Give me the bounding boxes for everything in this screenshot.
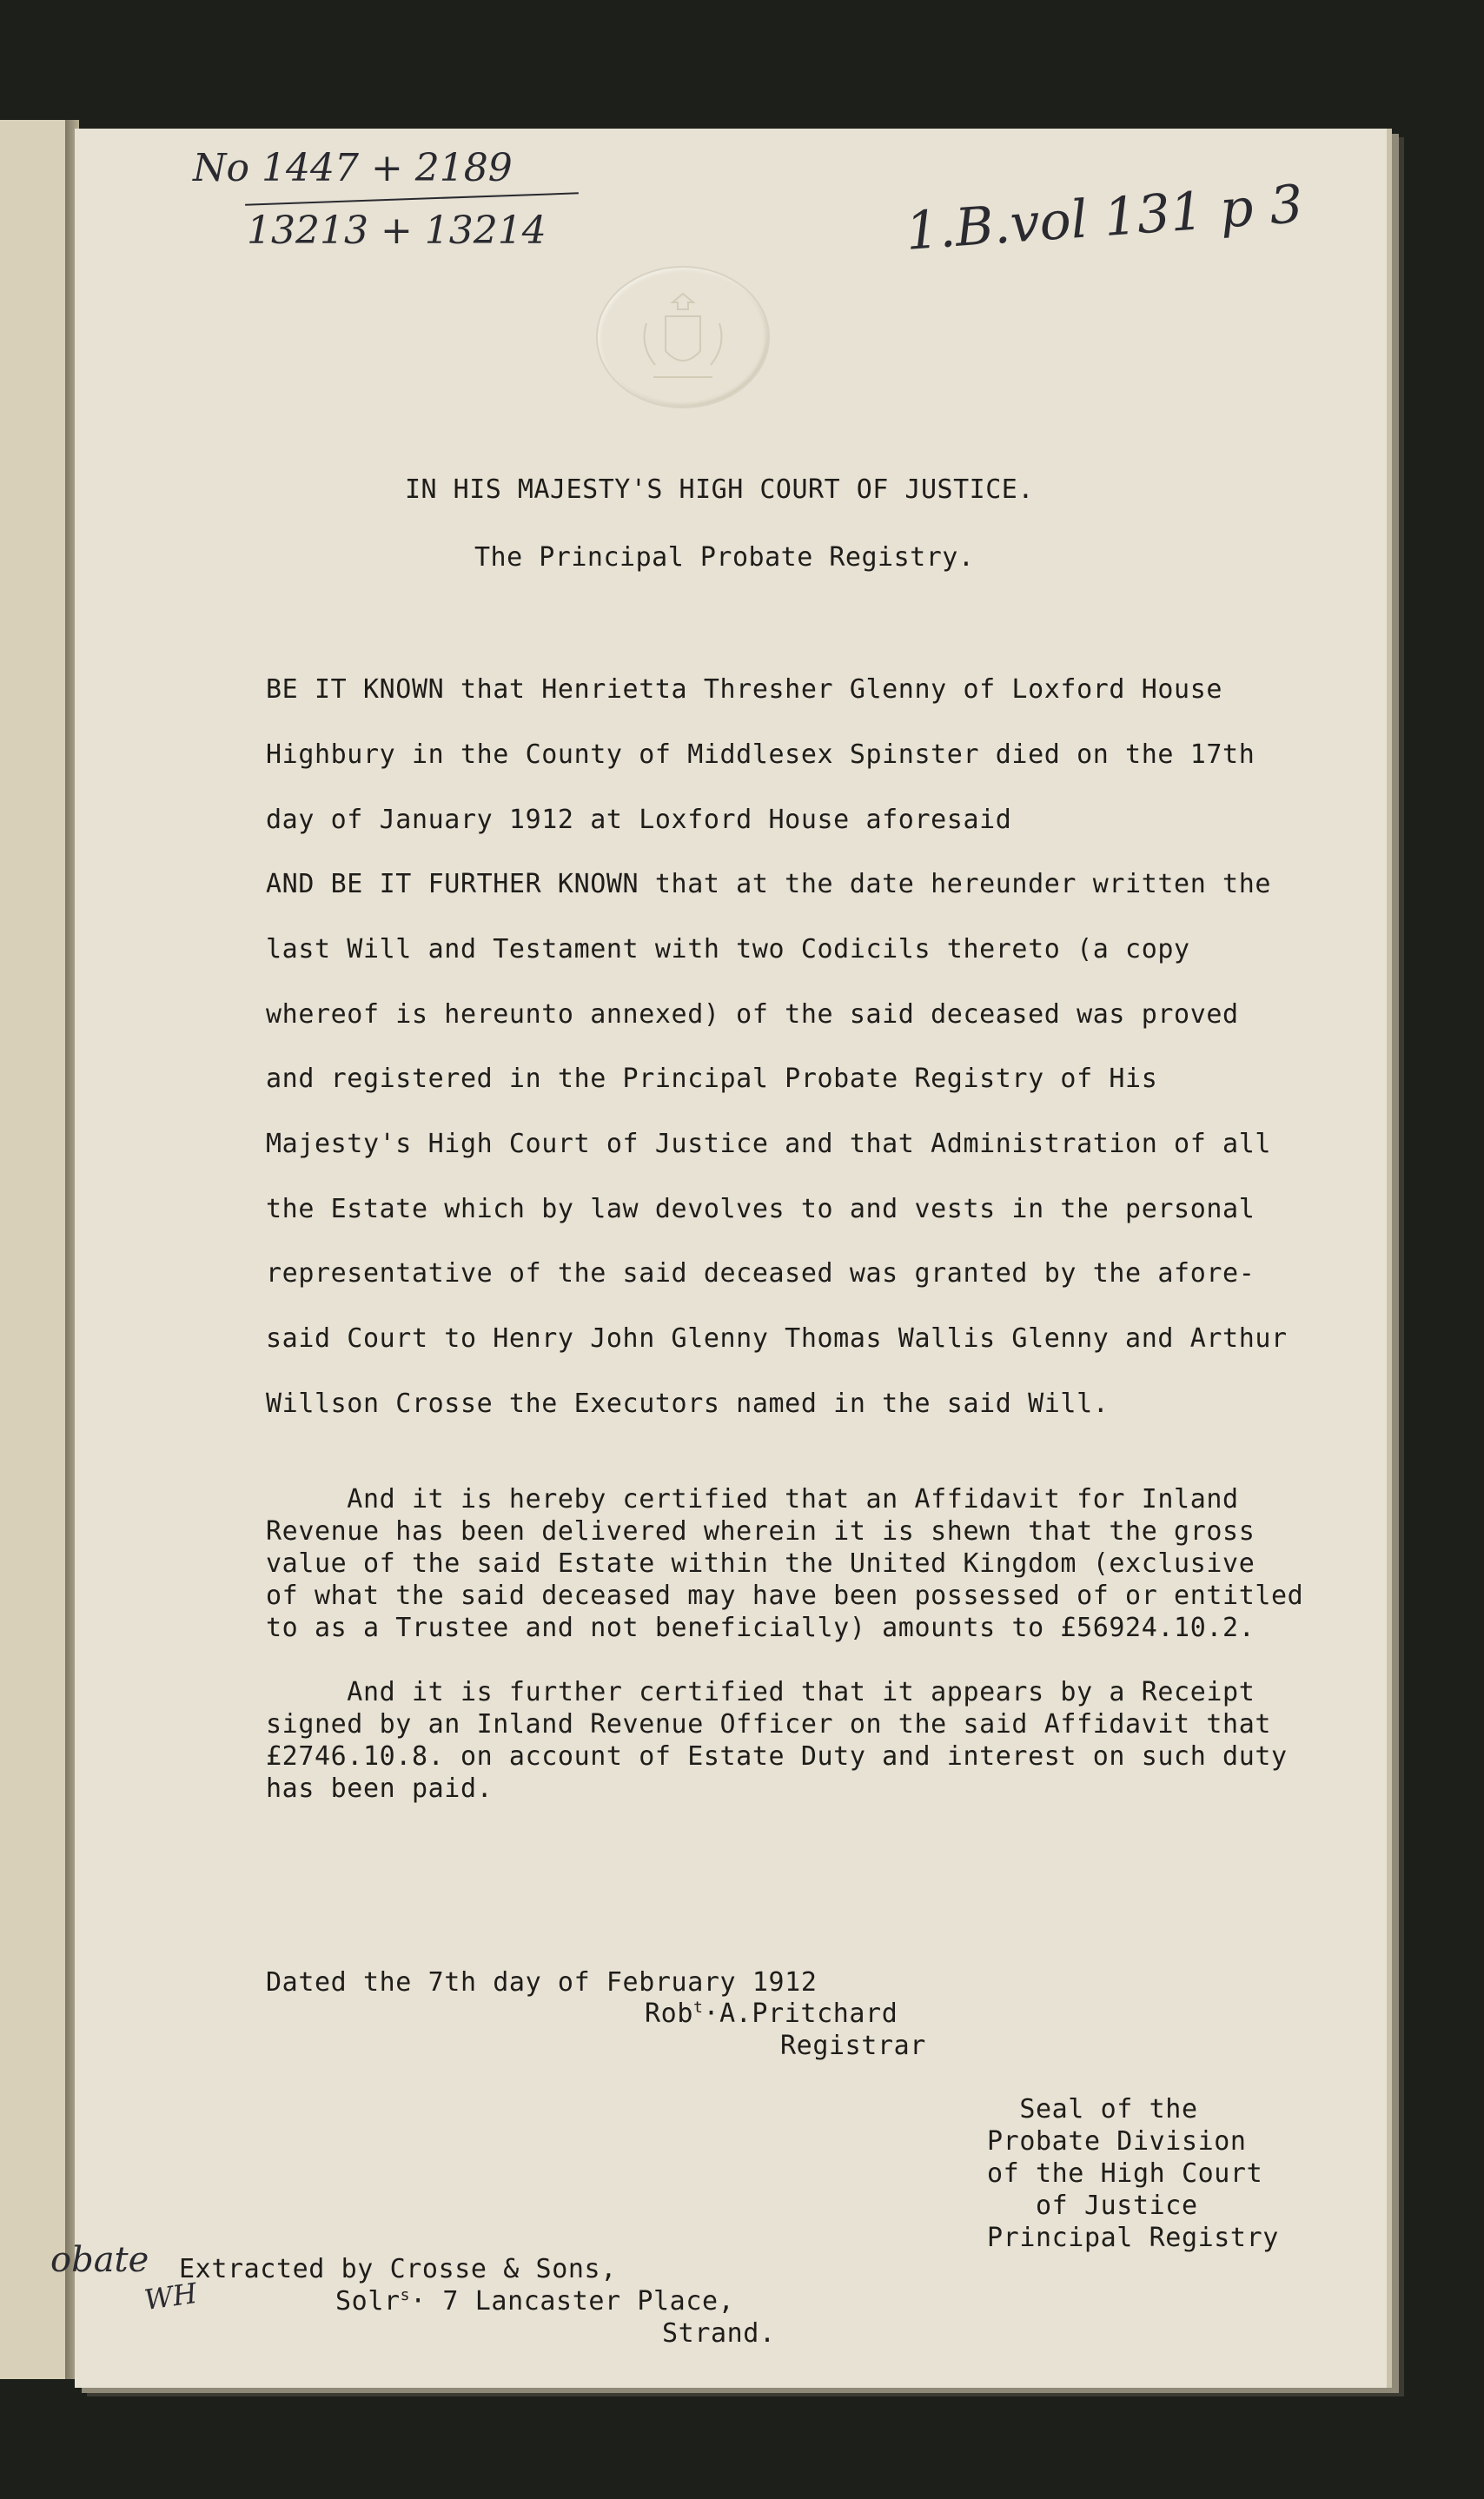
registrar-title: Registrar: [780, 2031, 926, 2061]
court-heading: IN HIS MAJESTY'S HIGH COURT OF JUSTICE.: [405, 474, 1034, 505]
affidavit-line: And it is hereby certified that an Affidavit for Inland: [266, 1484, 1239, 1515]
grant-line: Majesty's High Court of Justice and that Administration of all: [266, 1129, 1272, 1159]
seal-note-line: Seal of the: [987, 2094, 1198, 2124]
registry-heading: The Principal Probate Registry.: [474, 542, 975, 573]
royal-coat-of-arms-emboss: [596, 266, 770, 408]
grant-line: Willson Crosse the Executors named in the said Will.: [266, 1389, 1110, 1419]
grant-line: Highbury in the County of Middlesex Spinster died on the 17th: [266, 739, 1255, 770]
affidavit-line: to as a Trustee and not beneficially) amounts to £56924.10.2.: [266, 1613, 1255, 1643]
left-facing-page: [0, 120, 68, 2379]
grant-line: BE IT KNOWN that Henrietta Thresher Glenny of Loxford House: [266, 674, 1223, 705]
seal-note-line: Principal Registry: [987, 2223, 1279, 2253]
grant-line: representative of the said deceased was granted by the afore-: [266, 1258, 1255, 1289]
receipt-line: signed by an Inland Revenue Officer on the said Affidavit that: [266, 1709, 1272, 1740]
grant-line: and registered in the Principal Probate Registry of His: [266, 1064, 1158, 1094]
grant-line: last Will and Testament with two Codicils thereto (a copy: [266, 934, 1190, 964]
seal-note-line: of the High Court: [987, 2158, 1263, 2189]
registrar-name: [645, 1999, 898, 2029]
solicitors-address-line: [335, 2286, 734, 2317]
affidavit-line: of what the said deceased may have been possessed of or entitled: [266, 1581, 1304, 1611]
solicitors-prefix: Solr: [335, 2286, 401, 2317]
grant-line: day of January 1912 at Loxford House aforesaid: [266, 805, 1012, 835]
seal-note-line: Probate Division: [987, 2126, 1247, 2157]
solicitors-rest: · 7 Lancaster Place,: [410, 2286, 735, 2317]
seal-note-line: of Justice: [987, 2191, 1198, 2221]
grant-line: whereof is hereunto annexed) of the said deceased was proved: [266, 999, 1239, 1030]
dated-line: Dated the 7th day of February 1912: [266, 1967, 818, 1998]
registrar-name-rest: ·A.Pritchard: [703, 1999, 898, 2029]
handwritten-initials: WH: [142, 2276, 200, 2317]
receipt-line: And it is further certified that it appears by a Receipt: [266, 1677, 1255, 1707]
affidavit-line: value of the said Estate within the United Kingdom (exclusive: [266, 1548, 1255, 1579]
registrar-name-prefix: Rob: [645, 1999, 693, 2029]
handwritten-reference-top-left: No 1447 + 2189: [193, 146, 513, 190]
grant-line: AND BE IT FURTHER KNOWN that at the date hereunder written the: [266, 869, 1272, 899]
receipt-line: has been paid.: [266, 1773, 494, 1804]
affidavit-line: Revenue has been delivered wherein it is shewn that the gross: [266, 1516, 1255, 1547]
handwritten-volume-reference: 1.B.vol 131 p 3: [904, 174, 1305, 262]
registrar-name-superscript: t: [693, 1999, 704, 2017]
receipt-line: £2746.10.8. on account of Estate Duty and interest on such duty: [266, 1741, 1288, 1772]
extracted-by-line: Extracted by Crosse & Sons,: [179, 2254, 617, 2284]
solicitors-superscript: s: [400, 2286, 411, 2304]
handwritten-margin-note: obate: [50, 2240, 149, 2280]
grant-line: said Court to Henry John Glenny Thomas Wallis Glenny and Arthur: [266, 1323, 1288, 1354]
coat-of-arms-icon: [598, 268, 768, 407]
grant-line: the Estate which by law devolves to and vests in the personal: [266, 1194, 1255, 1224]
handwritten-reference-second-line: 13213 + 13214: [247, 209, 547, 253]
address-town-line: Strand.: [662, 2318, 776, 2349]
